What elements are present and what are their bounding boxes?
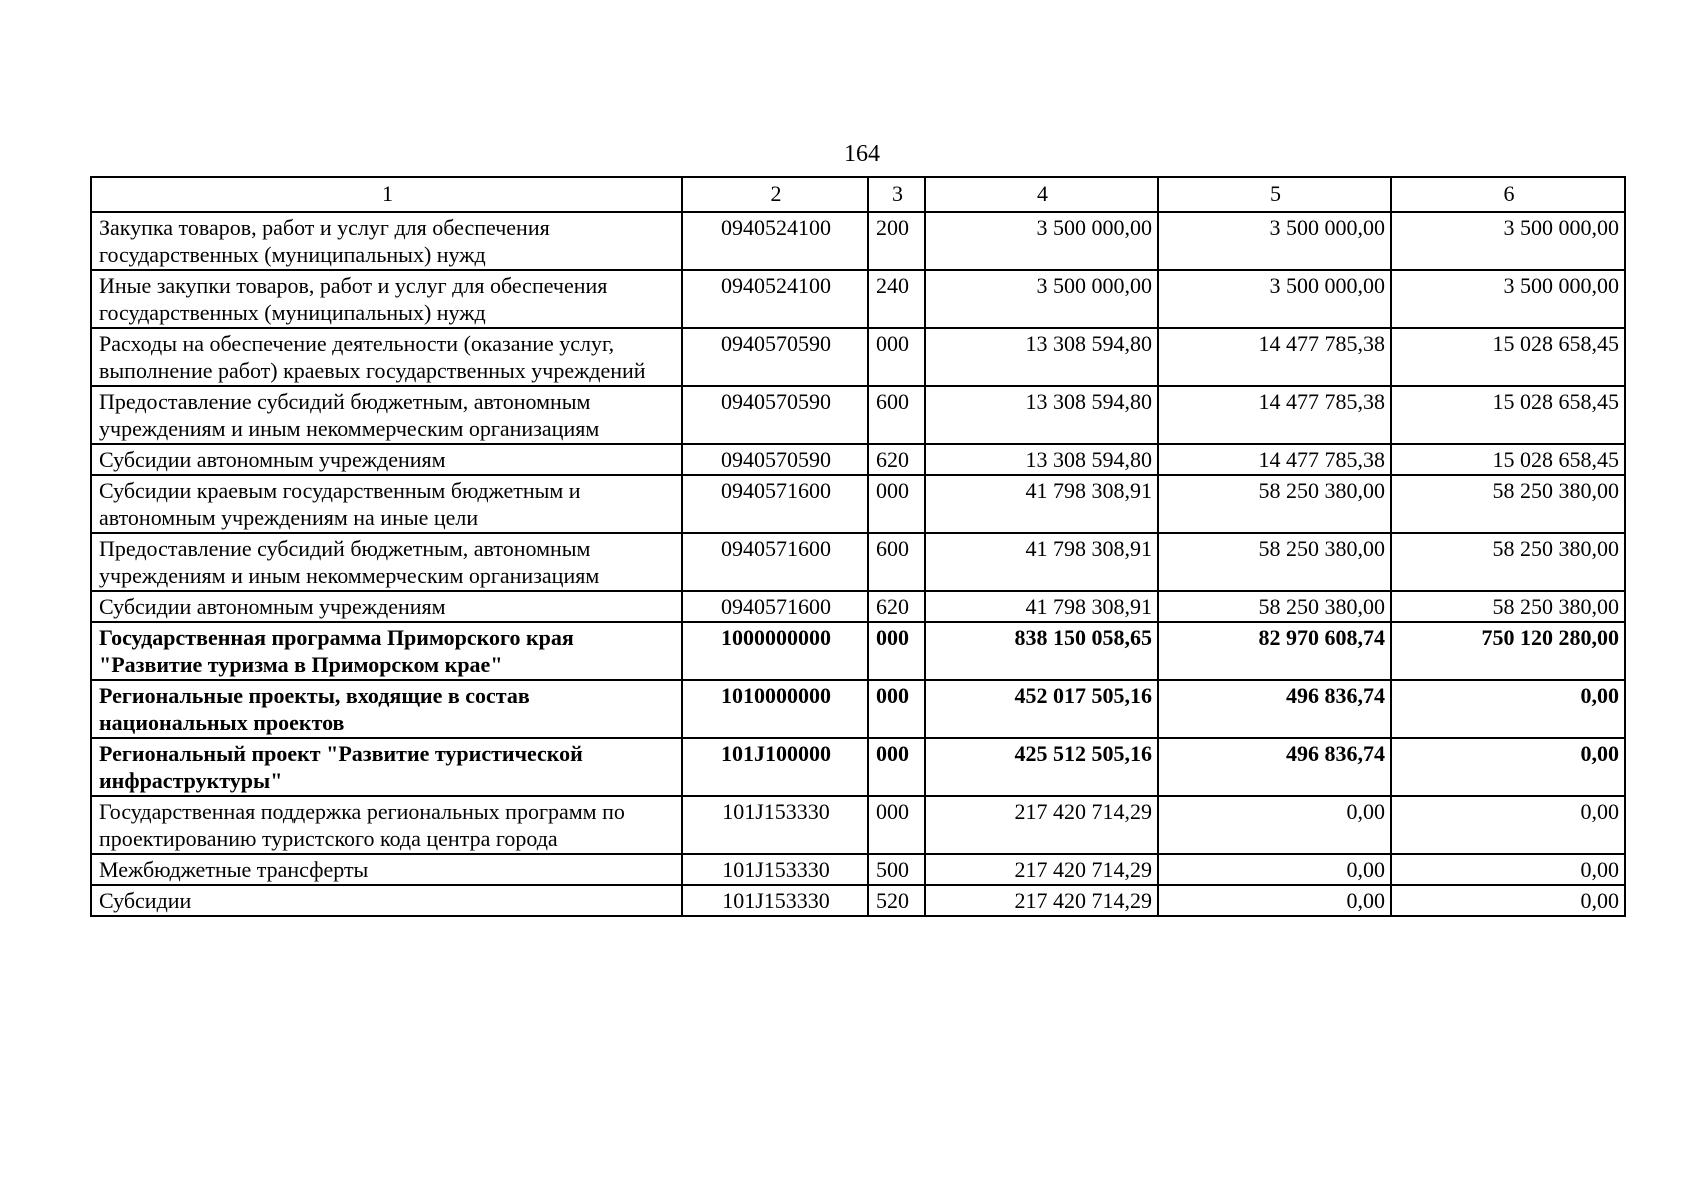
amount-year-1: 217 420 714,29 — [925, 854, 1158, 885]
expense-type-code: 600 — [868, 386, 925, 444]
table-row — [91, 680, 1625, 738]
amount-year-1: 13 308 594,80 — [925, 444, 1158, 475]
amount-year-3: 0,00 — [1391, 854, 1625, 885]
amount-year-3: 0,00 — [1391, 885, 1625, 916]
expense-type-code: 240 — [868, 270, 925, 328]
table-row — [91, 212, 1625, 270]
amount-year-1: 3 500 000,00 — [925, 270, 1158, 328]
table-row — [91, 386, 1625, 444]
table-row — [91, 854, 1625, 885]
column-header: 3 — [868, 177, 925, 212]
amount-year-3: 750 120 280,00 — [1391, 622, 1625, 680]
row-label: Межбюджетные трансферты — [91, 854, 682, 885]
row-label: Региональный проект "Развитие туристической инфраструктуры" — [91, 738, 682, 796]
expense-type-code: 500 — [868, 854, 925, 885]
amount-year-2: 0,00 — [1158, 885, 1391, 916]
column-header: 4 — [925, 177, 1158, 212]
expense-type-code: 000 — [868, 475, 925, 533]
target-article-code: 101J153330 — [682, 885, 868, 916]
amount-year-1: 41 798 308,91 — [925, 533, 1158, 591]
target-article-code: 101J100000 — [682, 738, 868, 796]
target-article-code: 0940570590 — [682, 386, 868, 444]
target-article-code: 0940571600 — [682, 475, 868, 533]
table-row — [91, 885, 1625, 916]
amount-year-3: 0,00 — [1391, 680, 1625, 738]
amount-year-2: 0,00 — [1158, 854, 1391, 885]
column-header: 2 — [682, 177, 868, 212]
amount-year-3: 3 500 000,00 — [1391, 212, 1625, 270]
expense-type-code: 520 — [868, 885, 925, 916]
row-label: Государственная программа Приморского края "Развитие туризма в Приморском крае" — [91, 622, 682, 680]
target-article-code: 0940570590 — [682, 328, 868, 386]
expense-type-code: 620 — [868, 591, 925, 622]
table-row — [91, 738, 1625, 796]
table-row — [91, 270, 1625, 328]
amount-year-3: 15 028 658,45 — [1391, 386, 1625, 444]
row-label: Субсидии краевым государственным бюджетным и автономным учреждениям на иные цели — [91, 475, 682, 533]
amount-year-2: 58 250 380,00 — [1158, 533, 1391, 591]
amount-year-3: 58 250 380,00 — [1391, 533, 1625, 591]
amount-year-1: 13 308 594,80 — [925, 386, 1158, 444]
target-article-code: 0940524100 — [682, 270, 868, 328]
row-label: Субсидии автономным учреждениям — [91, 444, 682, 475]
amount-year-1: 3 500 000,00 — [925, 212, 1158, 270]
target-article-code: 1010000000 — [682, 680, 868, 738]
target-article-code: 0940570590 — [682, 444, 868, 475]
column-header: 1 — [91, 177, 682, 212]
table-row — [91, 475, 1625, 533]
amount-year-3: 0,00 — [1391, 796, 1625, 854]
amount-year-1: 13 308 594,80 — [925, 328, 1158, 386]
expense-type-code: 000 — [868, 796, 925, 854]
amount-year-2: 14 477 785,38 — [1158, 386, 1391, 444]
table-header — [91, 177, 1625, 212]
amount-year-1: 425 512 505,16 — [925, 738, 1158, 796]
table-row — [91, 444, 1625, 475]
column-header: 6 — [1391, 177, 1625, 212]
amount-year-3: 3 500 000,00 — [1391, 270, 1625, 328]
page-number: 164 — [844, 141, 880, 167]
row-label: Иные закупки товаров, работ и услуг для обеспечения государственных (муниципальных) нужд — [91, 270, 682, 328]
row-label: Субсидии — [91, 885, 682, 916]
amount-year-1: 217 420 714,29 — [925, 885, 1158, 916]
table-row — [91, 622, 1625, 680]
amount-year-2: 3 500 000,00 — [1158, 212, 1391, 270]
budget-table — [90, 176, 1626, 917]
expense-type-code: 000 — [868, 680, 925, 738]
amount-year-2: 58 250 380,00 — [1158, 591, 1391, 622]
expense-type-code: 000 — [868, 738, 925, 796]
amount-year-2: 14 477 785,38 — [1158, 328, 1391, 386]
target-article-code: 0940524100 — [682, 212, 868, 270]
amount-year-2: 496 836,74 — [1158, 738, 1391, 796]
table-body — [91, 212, 1625, 916]
amount-year-2: 496 836,74 — [1158, 680, 1391, 738]
row-label: Субсидии автономным учреждениям — [91, 591, 682, 622]
amount-year-2: 82 970 608,74 — [1158, 622, 1391, 680]
table-row — [91, 591, 1625, 622]
target-article-code: 101J153330 — [682, 796, 868, 854]
expense-type-code: 200 — [868, 212, 925, 270]
amount-year-3: 0,00 — [1391, 738, 1625, 796]
amount-year-2: 58 250 380,00 — [1158, 475, 1391, 533]
row-label: Государственная поддержка региональных программ по проектированию туристского кода центра города — [91, 796, 682, 854]
expense-type-code: 000 — [868, 328, 925, 386]
amount-year-2: 3 500 000,00 — [1158, 270, 1391, 328]
expense-type-code: 600 — [868, 533, 925, 591]
row-label: Предоставление субсидий бюджетным, автономным учреждениям и иным некоммерческим организациям — [91, 533, 682, 591]
target-article-code: 1000000000 — [682, 622, 868, 680]
row-label: Закупка товаров, работ и услуг для обеспечения государственных (муниципальных) нужд — [91, 212, 682, 270]
amount-year-1: 838 150 058,65 — [925, 622, 1158, 680]
amount-year-3: 15 028 658,45 — [1391, 444, 1625, 475]
amount-year-1: 452 017 505,16 — [925, 680, 1158, 738]
amount-year-3: 15 028 658,45 — [1391, 328, 1625, 386]
amount-year-1: 41 798 308,91 — [925, 475, 1158, 533]
header-row — [91, 177, 1625, 212]
amount-year-2: 0,00 — [1158, 796, 1391, 854]
expense-type-code: 000 — [868, 622, 925, 680]
row-label: Предоставление субсидий бюджетным, автономным учреждениям и иным некоммерческим организациям — [91, 386, 682, 444]
expense-type-code: 620 — [868, 444, 925, 475]
row-label: Региональные проекты, входящие в состав национальных проектов — [91, 680, 682, 738]
target-article-code: 0940571600 — [682, 533, 868, 591]
column-header: 5 — [1158, 177, 1391, 212]
amount-year-1: 41 798 308,91 — [925, 591, 1158, 622]
table-row — [91, 328, 1625, 386]
amount-year-2: 14 477 785,38 — [1158, 444, 1391, 475]
table-row — [91, 533, 1625, 591]
amount-year-3: 58 250 380,00 — [1391, 475, 1625, 533]
amount-year-3: 58 250 380,00 — [1391, 591, 1625, 622]
amount-year-1: 217 420 714,29 — [925, 796, 1158, 854]
row-label: Расходы на обеспечение деятельности (оказание услуг, выполнение работ) краевых государственных учреждений — [91, 328, 682, 386]
target-article-code: 101J153330 — [682, 854, 868, 885]
table-row — [91, 796, 1625, 854]
target-article-code: 0940571600 — [682, 591, 868, 622]
